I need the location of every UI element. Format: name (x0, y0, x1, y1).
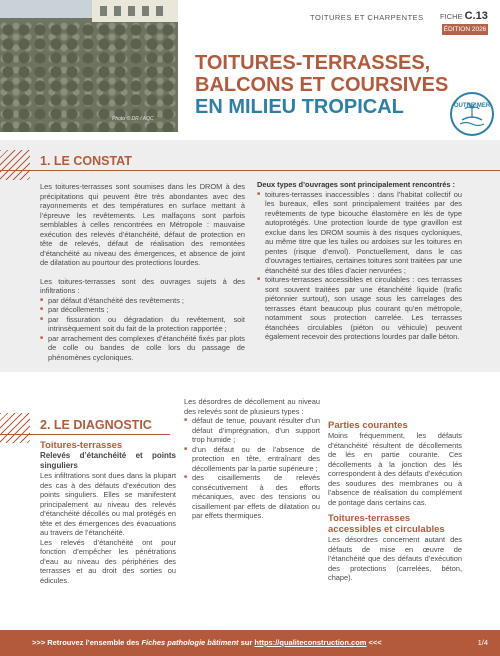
section1-divider (0, 170, 500, 171)
qualiteconstruction-link[interactable]: https://qualiteconstruction.com (254, 638, 367, 647)
list-item: ■ toitures-terrasses accessibles et circulables : ces terrasses sont souvent traitées par une étanchéité liquide (trafic piétonnier surtout), son usage sous les carrelages des terrasses étant beaucoup plus courant qu’en métropole, notamment sous protection carrelée. Les terrasses étanchées circulables (piéton ou véhicule) peuvent également recevoir des protections lourdes par dalle béton. (257, 275, 462, 342)
list-item: ■ défaut de tenue, pouvant résulter d’un défaut d’imprégnation, d’un support trop humide ; (184, 416, 320, 445)
subheading-toitures-terrasses: Toitures-terrasses (40, 440, 123, 451)
section1-heading: 1. LE CONSTAT (40, 154, 132, 168)
subheading-accessibles: Toitures-terrasses accessibles et circulables (328, 513, 445, 535)
section2-heading: 2. LE DIAGNOSTIC (40, 418, 152, 432)
footer-text: >>> Retrouvez l’ensemble des Fiches pathologie bâtiment sur https://qualiteconstruction.com <<< (32, 638, 382, 647)
list-item: ■ des cisaillements de relevés consécutivement à des efforts mécaniques, avec des tensions ou cisaillement par effets de dilatation ou par effets thermiques. (184, 473, 320, 521)
photo-credit: Photo © DR / AQC (112, 116, 154, 122)
decorative-hatch (0, 150, 30, 180)
list-item: ■ d’un défaut ou de l’absence de protection en tête, entraînant des décollements par la partie supérieure ; (184, 445, 320, 474)
category-label: TOITURES ET CHARPENTES (310, 13, 424, 22)
diagnostic-column-3 (328, 420, 462, 583)
diagnostic-col3-paragraph-2: Les désordres concernent autant des défauts de mise en œuvre de l’étanchéité que des défauts d’exécution des protections (carrelées, béton, chape). (328, 535, 462, 582)
section2-divider (0, 434, 170, 435)
footer-bar (0, 630, 500, 656)
diagnostic-column-2 (184, 397, 320, 521)
header-photo (0, 0, 178, 132)
page-number: 1/4 (477, 638, 488, 647)
list-item: ■ par décollements ; (40, 305, 245, 315)
diagnostic-column-1 (40, 440, 176, 585)
list-item: ■ par défaut d’étanchéité des revêtements ; (40, 296, 245, 306)
constat-right-list (257, 190, 462, 342)
subheading-releves: Relevés d’étanchéité et points singuliers (40, 451, 176, 470)
diagnostic-paragraph-1: Les infiltrations sont dues dans la plupart des cas à des défauts d’exécution des points singuliers. Elles se manifestent principalement au niveau des relevés d’étanchéité décollés ou mal protégés en tête et des émergences des évacuations au travers de l’étanchéité. (40, 471, 176, 537)
constat-paragraph-2: Les toitures-terrasses sont des ouvrages sujets à des infiltrations : (40, 276, 245, 295)
page-title: TOITURES-TERRASSES, BALCONS ET COURSIVES EN MILIEU TROPICAL (195, 52, 449, 118)
constat-left-column (40, 182, 245, 362)
diagnostic-paragraph-2: Les relevés d’étanchéité ont pour fonction d’empêcher les pénétrations d’eau au niveau des périphéries des terrasses et au droit des sorties ou édicules. (40, 537, 176, 585)
decorative-hatch (0, 413, 30, 443)
diagnostic-col2-intro: Les désordres de décollement au niveau des relevés sont de plusieurs types : (184, 397, 320, 416)
island-icon (452, 94, 492, 134)
constat-right-intro: Deux types d’ouvrages sont principalement rencontrés : (257, 180, 455, 189)
list-item: ■ par fissuration ou dégradation du revêtement, soit intrinsèquement soit du fait de la protection rapportée ; (40, 315, 245, 334)
constat-right-column (257, 180, 462, 342)
list-item: ■ par arrachement des complexes d’étanchéité fixés par plots de colle ou bandes de colle lors du passage de phénomènes cycloniques. (40, 334, 245, 363)
list-item: ■ toitures-terrasses inaccessibles : dans l’habitat collectif ou les bureaux, elles sont principalement traitées par des revêtements de type bicouche élastomère en lés de type autoprotégés. Une protection lourde de type gravillon est exclue dans les DROM soumis à des risques cycloniques, au même titre que les tuiles ou ardoises sur les toitures en pentes (risque d’envol). Ponctuellement, dans le cas d’ouvrages tertiaires, certaines toitures sont traitées par une étanchéité sur des tôles d’acier nervurées ; (257, 190, 462, 276)
constat-left-list (40, 296, 245, 363)
constat-paragraph-1: Les toitures-terrasses sont soumises dans les DROM à des précipitations qui peuvent être très abondantes avec des rayonnements et des températures en surface mettant à l’épreuve les revêtements. Les malfaçons sont parfois semblables à celles rencontrées en Métropole : mauvaise exécution des relevés d’étanchéité, défaut de protection en tête de relevés, défaut de réalisation des remontées d’étanchéité au niveau des émergences, et absence de joint de dilatation au pourtour des protections lourdes. (40, 182, 245, 267)
edition-badge: ÉDITION 2026 (443, 26, 487, 33)
diagnostic-col3-paragraph-1: Moins fréquemment, les défauts d’étanchéité résultent de décollements de lés en partie courante. Ces décollements à la jonction des lés correspondent à des défauts d’exécution des soudures des membranes ou à l’absence de réalisation du complément de pontage dans certains cas. (328, 431, 462, 507)
diagnostic-col2-list (184, 416, 320, 521)
subheading-parties-courantes: Parties courantes (328, 420, 408, 431)
fiche-number: FICHE C.13 (440, 10, 488, 22)
outre-mer-badge: OUTRE-MER (450, 92, 494, 136)
